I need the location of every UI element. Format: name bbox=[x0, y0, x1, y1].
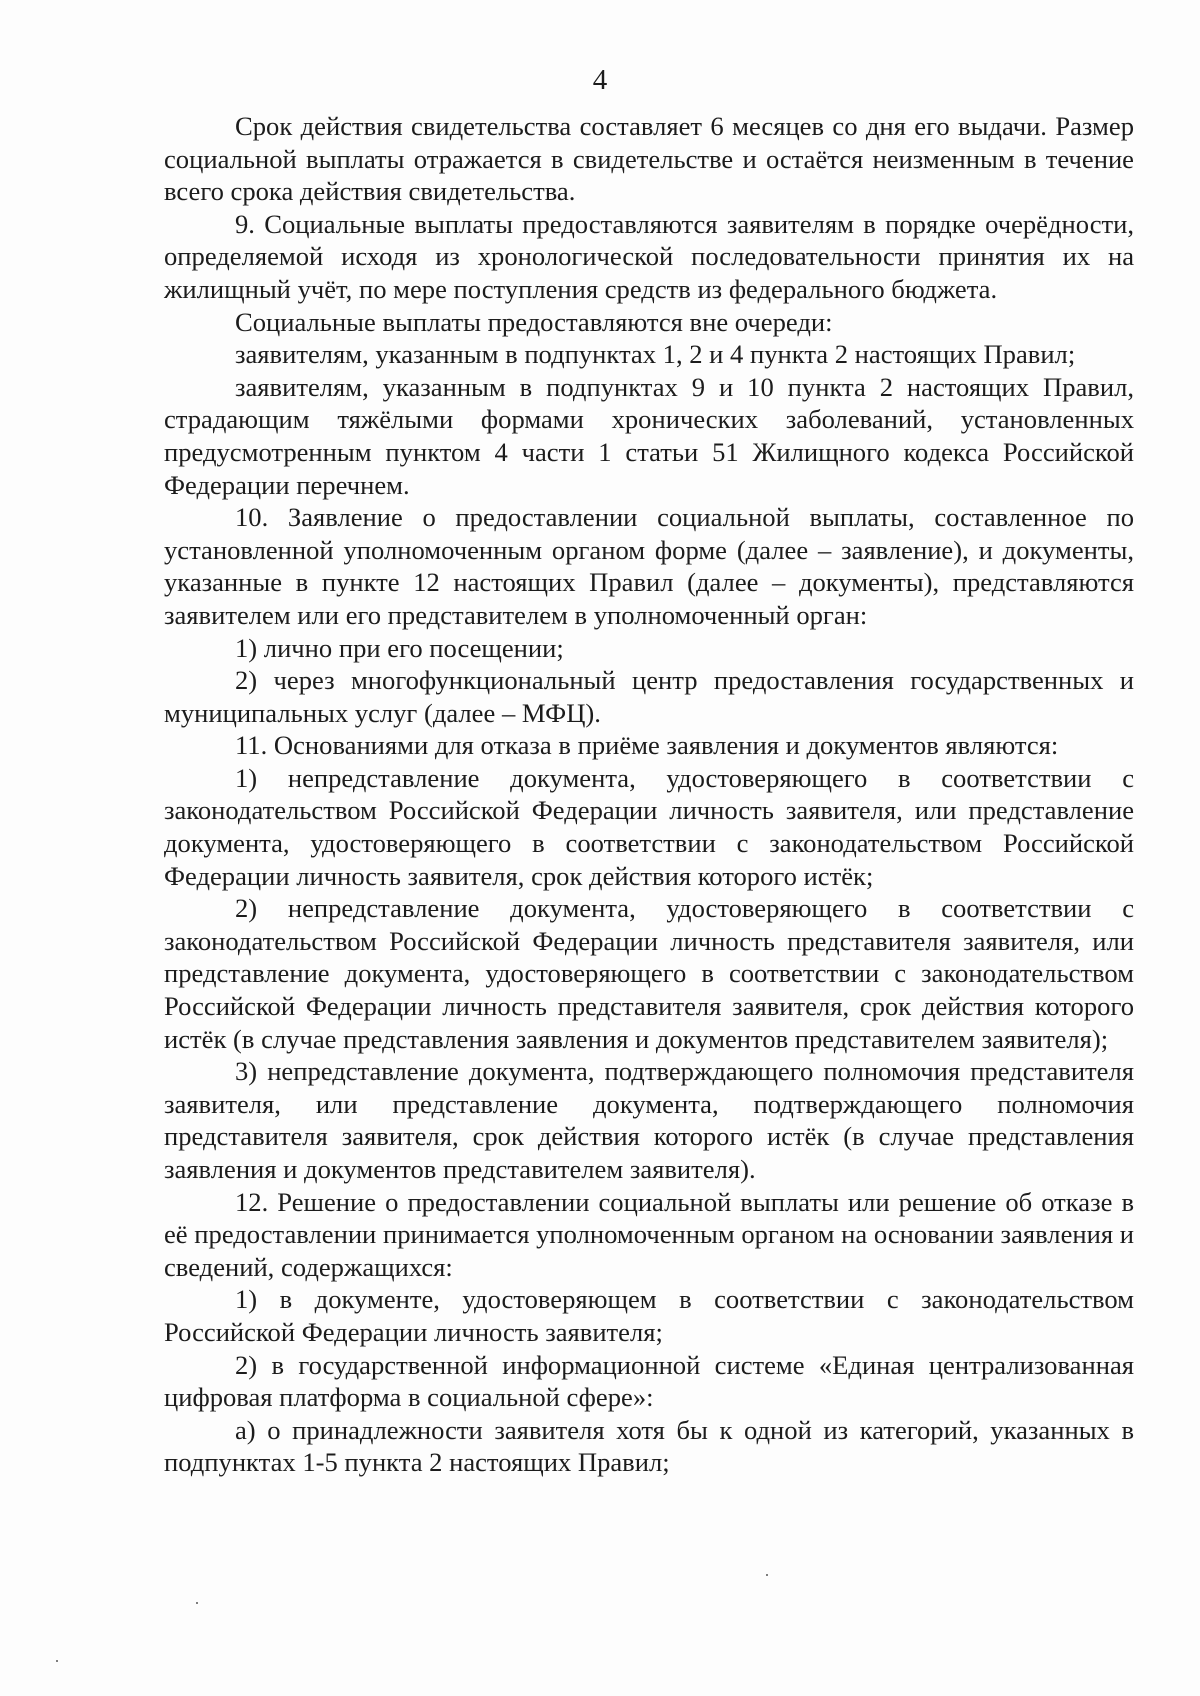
paragraph-item-11: 11. Основаниями для отказа в приёме заявления и документов являются: bbox=[235, 730, 1059, 761]
paragraph-item-12-sub-2a: а) о принадлежности заявителя хотя бы к одной из категорий, указанных в подпунктах 1-5 пункта 2 настоящих Правил; bbox=[164, 1414, 1134, 1478]
paragraph-item-12: 12. Решение о предоставлении социальной выплаты или решение об отказе в её предоставлении принимается уполномоченным органом на основании заявления и сведений, содержащихся: bbox=[164, 1186, 1134, 1282]
paragraph-item-11-sub-3: 3) непредставление документа, подтверждающего полномочия представителя заявителя, или представление документа, подтверждающего полномочия представителя заявителя, срок действия которого истёк (в случае представления заявления и документов представителем заявителя). bbox=[164, 1056, 1134, 1184]
paragraph-item-12-sub-1: 1) в документе, удостоверяющем в соответствии с законодательством Российской Федерации личность заявителя; bbox=[164, 1284, 1134, 1347]
scan-speck bbox=[56, 1660, 58, 1662]
paragraph-item-11-sub-1: 1) непредставление документа, удостоверяющего в соответствии с законодательством Российской Федерации личность заявителя, или представление документа, удостоверяющего в соответствии с законодательством Российской Федерации личность заявителя, срок действия которого истёк; bbox=[164, 762, 1134, 891]
paragraph-out-of-turn-case-2: заявителям, указанным в подпунктах 9 и 10 пункта 2 настоящих Правил, страдающим тяжёлыми формами хронических заболеваний, установленных предусмотренным пунктом 4 части 1 статьи 51 Жилищного кодекса Российской Федерации перечнем. bbox=[164, 371, 1134, 500]
paragraph-item-10: 10. Заявление о предоставлении социальной выплаты, составленное по установленной уполномоченным органом форме (далее – заявление), и документы, указанные в пункте 12 настоящих Правил (далее – документы), представляются заявителем или его представителем в уполномоченный орган: bbox=[164, 502, 1134, 630]
paragraph-out-of-turn-case-1: заявителям, указанным в подпунктах 1, 2 и 4 пункта 2 настоящих Правил; bbox=[235, 339, 1076, 370]
document-body bbox=[164, 110, 1134, 1479]
paragraph-item-9: 9. Социальные выплаты предоставляются заявителям в порядке очерёдности, определяемой исходя из хронологической последовательности принятия их на жилищный учёт, по мере поступления средств из федерального бюджета. bbox=[164, 208, 1134, 304]
scan-speck bbox=[766, 1574, 768, 1576]
page-number: 4 bbox=[592, 64, 608, 96]
scan-speck bbox=[196, 1602, 198, 1604]
paragraph-item-12-sub-2: 2) в государственной информационной системе «Единая централизованная цифровая платформа в социальной сфере»: bbox=[164, 1349, 1134, 1413]
paragraph-item-10-sub-2: 2) через многофункциональный центр предоставления государственных и муниципальных услуг (далее – МФЦ). bbox=[164, 665, 1134, 728]
paragraph-item-11-sub-2: 2) непредставление документа, удостоверяющего в соответствии с законодательством Российской Федерации личность представителя заявителя, или представление документа, удостоверяющего в соответствии с законодательством Российской Федерации личность представителя заявителя, срок действия которого истёк (в случае представления заявления и документов представителем заявителя); bbox=[164, 893, 1134, 1054]
paragraph-item-10-sub-1: 1) лично при его посещении; bbox=[235, 632, 564, 663]
paragraph-certificate-validity: Срок действия свидетельства составляет 6 месяцев со дня его выдачи. Размер социальной выплаты отражается в свидетельстве и остаётся неизменным в течение всего срока действия свидетельства. bbox=[164, 111, 1134, 207]
paragraph-out-of-turn-intro: Социальные выплаты предоставляются вне очереди: bbox=[235, 306, 833, 337]
